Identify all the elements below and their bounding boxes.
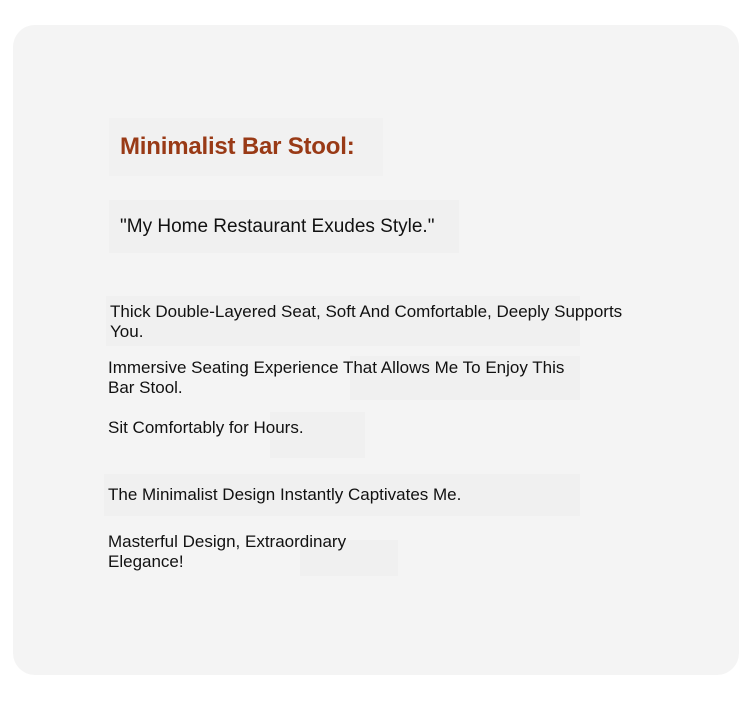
page-title: Minimalist Bar Stool:: [120, 133, 355, 160]
feature-item: Immersive Seating Experience That Allows Me To Enjoy This Bar Stool.: [108, 358, 565, 397]
feature-item: Masterful Design, Extraordinary Elegance!: [108, 532, 347, 571]
title-box: [109, 118, 383, 176]
feature-item: Sit Comfortably for Hours.: [108, 418, 304, 437]
feature-item: Thick Double-Layered Seat, Soft And Comfortable, Deeply Supports You.: [110, 302, 623, 341]
feature-item: The Minimalist Design Instantly Captivates Me.: [108, 485, 462, 504]
quote-box: [109, 200, 459, 253]
quote-text: "My Home Restaurant Exudes Style.": [120, 215, 435, 237]
